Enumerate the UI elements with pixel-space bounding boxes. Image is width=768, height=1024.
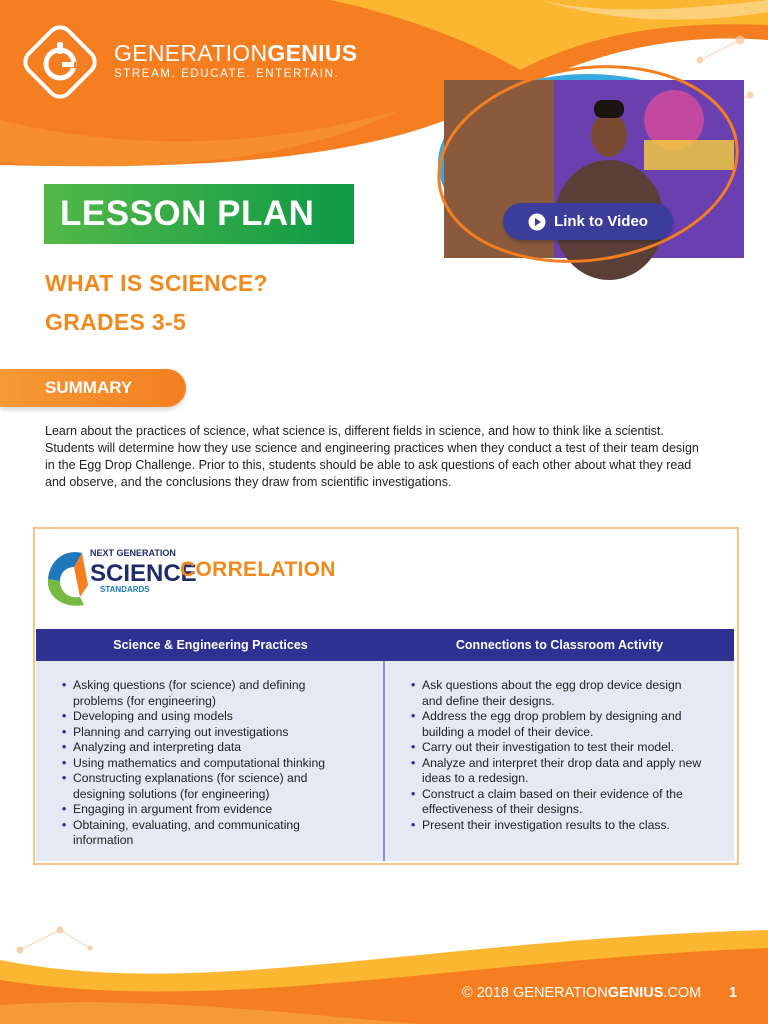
connection-item: • Analyze and interpret their drop data and apply new ideas to a redesign.	[411, 756, 724, 787]
practice-item: • Constructing explanations (for science) and designing solutions (for engineering)	[62, 771, 373, 802]
summary-line: in the Egg Drop Challenge. Prior to this, students should be able to ask questions of each other about what they read	[45, 458, 692, 472]
ngss-logo-bottom: STANDARDS	[100, 585, 150, 594]
practice-item: • Using mathematics and computational thinking	[62, 756, 373, 772]
summary-text	[45, 423, 725, 491]
lesson-plan-banner: LESSON PLAN	[44, 184, 354, 244]
summary-heading: SUMMARY	[0, 369, 186, 407]
brand-tagline: STREAM. EDUCATE. ENTERTAIN.	[114, 68, 340, 80]
grades-label: GRADES 3-5	[45, 309, 187, 335]
practice-item: • Asking questions (for science) and defining problems (for engineering)	[62, 678, 373, 709]
generation-genius-logo-icon	[18, 20, 102, 104]
practice-item: • Developing and using models	[62, 709, 373, 725]
practice-item: • Obtaining, evaluating, and communicating information	[62, 818, 373, 849]
column-header-connections: Connections to Classroom Activity	[455, 638, 664, 652]
connection-item: • Address the egg drop problem by designing and building a model of their device.	[411, 709, 724, 740]
summary-line: and observe, and the conclusions they draw from scientific investigations.	[45, 475, 452, 489]
ngss-logo-top: NEXT GENERATION	[90, 548, 176, 558]
connection-item: • Construct a claim based on their evidence of the effectiveness of their designs.	[411, 787, 724, 818]
connection-item: • Carry out their investigation to test their model.	[411, 740, 724, 756]
lesson-title: WHAT IS SCIENCE?	[45, 270, 268, 296]
correlation-table-header	[36, 629, 734, 661]
practice-item: • Analyzing and interpreting data	[62, 740, 373, 756]
summary-line: Students will determine how they use science and engineering practices when they conduct a test of their team design	[45, 441, 699, 455]
practices-column	[36, 661, 385, 861]
connections-column	[385, 661, 734, 861]
link-to-video-button[interactable]	[503, 203, 673, 240]
ngss-logo-main: SCIENCE	[90, 560, 197, 587]
practice-item: • Planning and carrying out investigations	[62, 725, 373, 741]
page-number: 1	[729, 985, 738, 1001]
link-to-video-label: Link to Video	[554, 213, 648, 230]
footer-wave-background	[0, 920, 768, 1024]
correlation-title: CORRELATION	[180, 558, 336, 581]
summary-line: Learn about the practices of science, what science is, different fields in science, and how to think like a scientist.	[45, 424, 664, 438]
correlation-table-body	[36, 661, 734, 861]
brand-name: GENERATIONGENIUS	[114, 40, 358, 66]
footer-copyright: © 2018 GENERATIONGENIUS.COM	[462, 985, 702, 1001]
connection-item: • Present their investigation results to the class.	[411, 818, 724, 834]
column-header-practices: Science & Engineering Practices	[113, 638, 308, 652]
practice-item: • Engaging in argument from evidence	[62, 802, 373, 818]
ngss-logo-icon	[44, 545, 197, 607]
connection-item: • Ask questions about the egg drop device design and define their designs.	[411, 678, 724, 709]
play-icon	[528, 213, 546, 231]
